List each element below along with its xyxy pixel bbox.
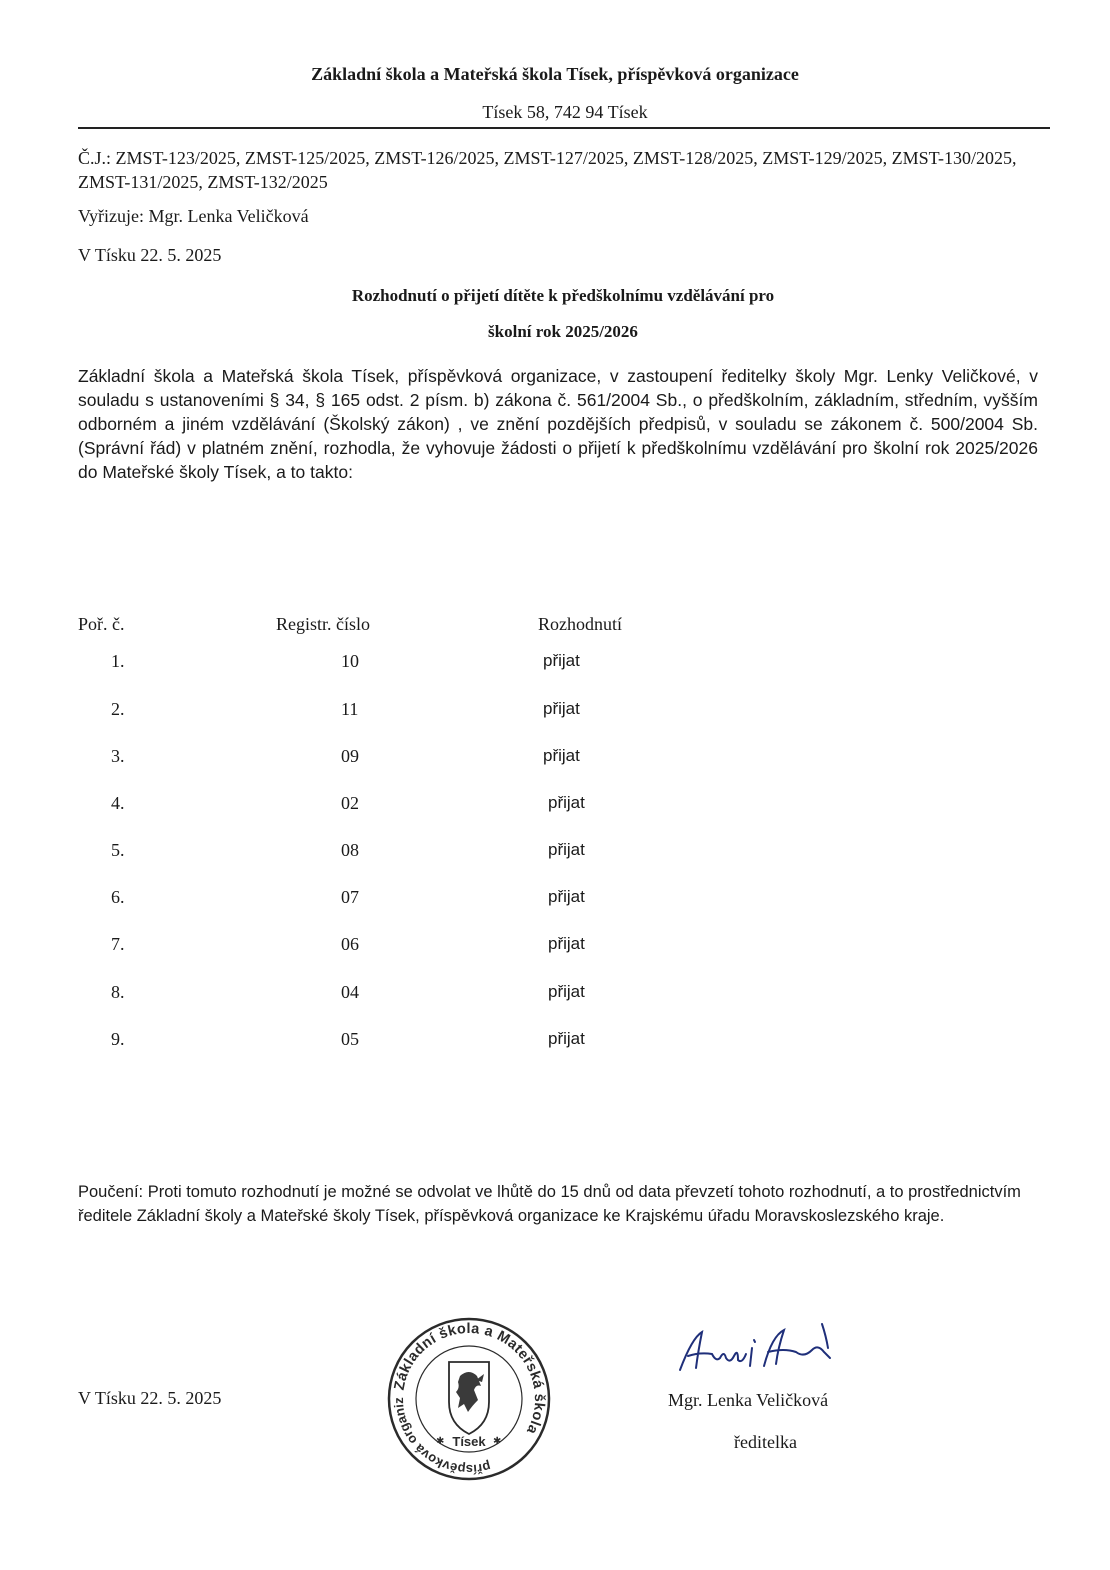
row-decision: přijat [548, 793, 585, 812]
row-registration: 08 [341, 840, 359, 860]
row-registration: 11 [341, 699, 359, 719]
table-row [0, 793, 1110, 823]
row-order: 3. [111, 746, 125, 766]
row-registration: 05 [341, 1029, 359, 1049]
table-row [0, 651, 1110, 681]
table-row [0, 934, 1110, 964]
document-title-line-1: Rozhodnutí o přijetí dítěte k předškolnímu vzdělávání pro [351, 286, 775, 305]
column-header-decision: Rozhodnutí [538, 614, 622, 634]
column-header-registration: Registr. číslo [276, 614, 370, 634]
svg-text:✱: ✱ [436, 1436, 445, 1447]
signature [672, 1318, 850, 1380]
row-order: 9. [111, 1029, 125, 1049]
svg-text:Základní škola a Mateřská škol: Základní škola a Mateřská škola [391, 1320, 548, 1437]
row-order: 8. [111, 982, 125, 1002]
school-stamp [384, 1314, 554, 1484]
appeal-instruction: Poučení: Proti tomuto rozhodnutí je možné se odvolat ve lhůtě do 15 dnů od data převzetí tohoto rozhodnutí, a to prostřednictvím ředitele Základní školy a Mateřské školy Tísek, příspěvková organizace ke Krajskému úřadu Moravskoslezského kraje. [78, 1183, 1021, 1225]
row-order: 6. [111, 887, 125, 907]
school-name: Základní škola a Mateřská škola Tísek, příspěvková organizace [311, 64, 799, 84]
signature-icon [672, 1318, 850, 1380]
row-decision: přijat [548, 887, 585, 906]
table-row [0, 1029, 1110, 1059]
reference-numbers: Č.J.: ZMST-123/2025, ZMST-125/2025, ZMST-126/2025, ZMST-127/2025, ZMST-128/2025, ZMST-129/2025, ZMST-130/2025, ZMST-131/2025, ZMST-132/2025 [78, 148, 1017, 192]
column-header-order: Poř. č. [78, 614, 125, 634]
table-row [0, 840, 1110, 870]
signatory-role: ředitelka [734, 1432, 797, 1452]
table-row [0, 746, 1110, 776]
row-order: 2. [111, 699, 125, 719]
row-registration: 04 [341, 982, 359, 1002]
place-date: V Tísku 22. 5. 2025 [78, 245, 222, 265]
svg-text:Tísek: Tísek [452, 1434, 486, 1449]
table-row [0, 887, 1110, 917]
row-decision: přijat [543, 651, 580, 670]
row-order: 1. [111, 651, 125, 671]
row-decision: přijat [543, 746, 580, 765]
row-decision: přijat [548, 1029, 585, 1048]
header-divider [78, 127, 1050, 129]
decision-body: Základní škola a Mateřská škola Tísek, příspěvková organizace, v zastoupení ředitelky školy Mgr. Lenky Veličkové, v souladu s ustanoveními § 34, § 165 odst. 2 písm. b) zákona č. 561/2004 Sb., o předškolním, základním, středním, vyšším odborném a jiném vzdělávání (Školský zákon) , ve znění pozdějších předpisů, v souladu se zákonem č. 500/2004 Sb.(Správní řád) v platném znění, rozhodla, že vyhovuje žádosti o přijetí k předškolnímu vzdělávání pro školní rok 2025/2026 do Mateřské školy Tísek, a to takto: [78, 366, 1038, 482]
row-decision: přijat [548, 840, 585, 859]
row-order: 7. [111, 934, 125, 954]
handler-line: Vyřizuje: Mgr. Lenka Veličková [78, 206, 309, 226]
row-decision: přijat [543, 699, 580, 718]
table-row [0, 699, 1110, 729]
row-order: 4. [111, 793, 125, 813]
signatory-name: Mgr. Lenka Veličková [668, 1390, 829, 1410]
row-decision: přijat [548, 982, 585, 1001]
row-registration: 09 [341, 746, 359, 766]
school-address: Tísek 58, 742 94 Tísek [482, 102, 648, 122]
document-title-line-2: školní rok 2025/2026 [488, 322, 638, 341]
footer-place-date: V Tísku 22. 5. 2025 [78, 1388, 222, 1408]
row-registration: 10 [341, 651, 359, 671]
row-decision: přijat [548, 934, 585, 953]
svg-text:✱: ✱ [493, 1436, 502, 1447]
row-order: 5. [111, 840, 125, 860]
row-registration: 06 [341, 934, 359, 954]
svg-text:příspěvková organizace: příspěvková organiz [390, 1397, 493, 1478]
stamp-icon [384, 1314, 554, 1484]
row-registration: 02 [341, 793, 359, 813]
table-row [0, 982, 1110, 1012]
row-registration: 07 [341, 887, 359, 907]
